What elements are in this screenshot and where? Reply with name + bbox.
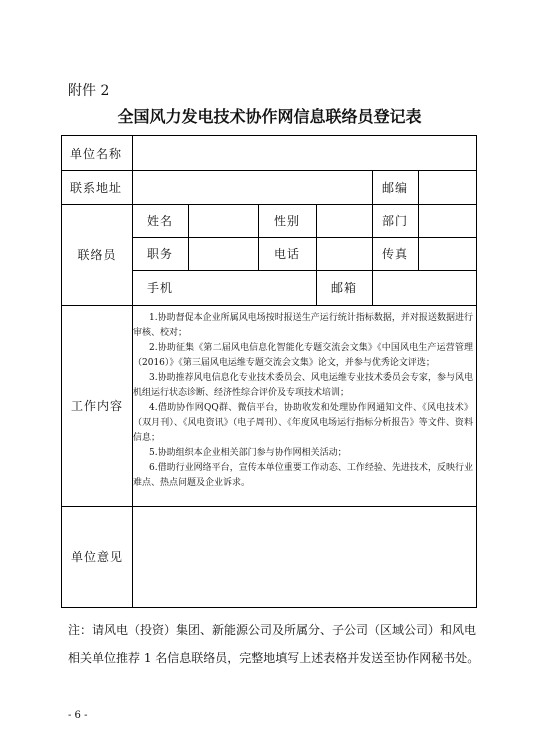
contact-address-field[interactable] [133, 170, 372, 204]
email-label: 邮箱 [330, 281, 357, 295]
unit-name-label: 单位名称 [70, 146, 123, 161]
opinion-label: 单位意见 [70, 550, 123, 564]
duties-list [133, 311, 473, 491]
postcode-field[interactable] [419, 170, 476, 204]
registration-form [61, 135, 477, 608]
page-number: - 6 - [68, 710, 88, 721]
duty-item: 3.协助推荐风电信息化专业技术委员会、风电运维专业技术委员会专家，参与风电机组运行状态诊断、经济性综合评价及专项技术培训； [133, 373, 473, 398]
duties-label: 工作内容 [70, 399, 123, 413]
department-label: 部门 [381, 214, 408, 228]
document-title: 全国风力发电技术协作网信息联络员登记表 [117, 107, 422, 126]
liaison-label: 联络员 [77, 248, 117, 262]
fax-label: 传真 [381, 247, 408, 261]
duty-item: 4.借助协作网QQ群、微信平台，协助收发和处理协作网通知文件、《风电技术》（双月刊）、《风电资讯》（电子周刊）、《年度风电场运行指标分析报告》等文件、资料信息； [133, 403, 473, 443]
gender-field[interactable] [317, 204, 372, 237]
duty-item: 2.协助征集《第二届风电信息化智能化专题交流会文集》《中国风电生产运营管理（2016）》《第三届风电运维专题交流会文集》论文，并参与优秀论文评选； [133, 343, 473, 368]
opinion-field[interactable] [133, 507, 476, 607]
mobile-label: 手机 [146, 281, 173, 295]
fax-field[interactable] [419, 237, 476, 270]
gender-label: 性别 [273, 214, 300, 228]
mobile-field[interactable] [189, 270, 316, 305]
department-field[interactable] [419, 204, 476, 237]
position-label: 职务 [146, 247, 173, 261]
contact-address-label: 联系地址 [70, 180, 123, 195]
duty-item: 5.协助组织本企业相关部门参与协作网相关活动； [149, 448, 347, 458]
email-field[interactable] [373, 270, 476, 305]
attachment-label: 附件 2 [68, 83, 110, 99]
postcode-label: 邮编 [381, 180, 408, 195]
duty-item: 1.协助督促本企业所属风电场按时报送生产运行统计指标数据，并对报送数据进行审核、校对； [133, 313, 473, 338]
name-label: 姓名 [146, 214, 173, 228]
footnote [68, 616, 480, 672]
phone-field[interactable] [317, 237, 372, 270]
footnote-text: 注：请风电（投资）集团、新能源公司及所属分、子公司（区域公司）和风电相关单位推荐 1 名信息联络员，完整地填写上述表格并发送至协作网秘书处。 [68, 623, 480, 665]
position-field[interactable] [189, 237, 258, 270]
duty-item: 6.借助行业网络平台，宣传本单位重要工作动态、工作经验、先进技术，反映行业难点、热点问题及企业诉求。 [133, 463, 473, 488]
unit-name-field[interactable] [133, 136, 476, 170]
name-field[interactable] [189, 204, 258, 237]
phone-label: 电话 [273, 247, 300, 261]
